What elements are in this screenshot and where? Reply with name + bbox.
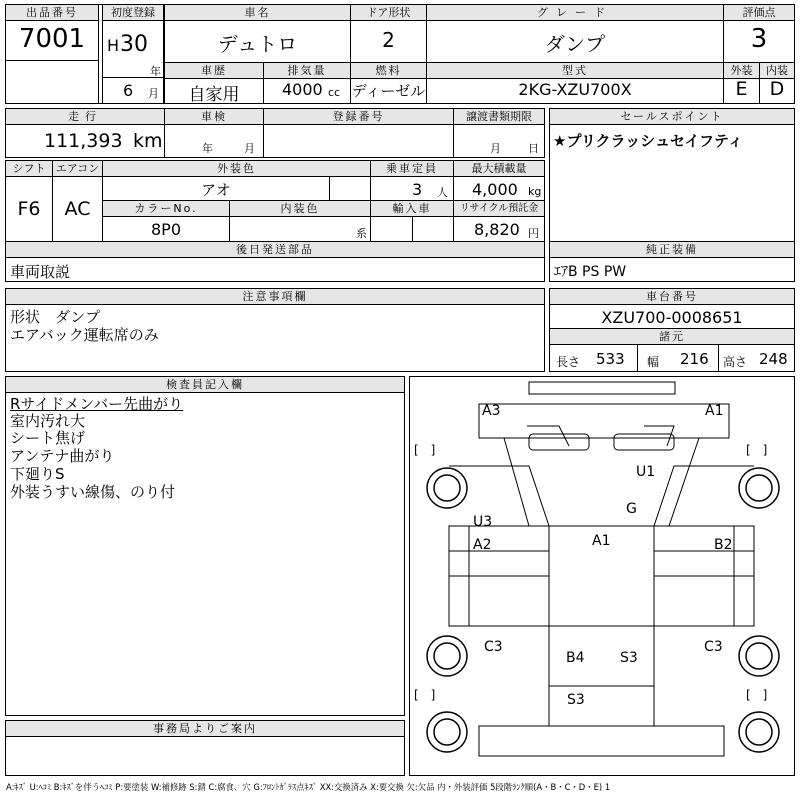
ac-value: AC [64, 198, 91, 220]
notes-label: 注意事項欄 [6, 289, 544, 305]
colorno-value: 8P0 [150, 220, 181, 239]
width-label: 幅 [647, 355, 660, 369]
fuel-label: 燃料 [351, 63, 426, 79]
insp-month-unit: 月 [244, 142, 255, 155]
later-parts-value: 車両取説 [10, 263, 71, 281]
damage-mark-windshield: G [626, 501, 637, 517]
transfer-day-unit: 日 [528, 142, 539, 155]
damage-mark-left-rear: C3 [484, 639, 503, 655]
damage-mark-front-left: A3 [482, 403, 501, 419]
import-label: 輸入車 [371, 201, 453, 217]
inspector-line: 外装うすい線傷、のり付 [10, 483, 176, 501]
model-label: 型式 [427, 63, 723, 79]
legend-text: A:ｷｽﾞ U:ﾍｺﾐ B:ｷｽﾞを伴うﾍｺﾐ P:要塗装 W:補修跡 S:錆 C:腐食、穴 G:ﾌﾛﾝﾄｶﾞﾗｽ点ｷｽﾞ XX:交換済み X:要交換 欠:欠品 内・外装評価 5段階ﾗﾝｸ順(A・B・C・D・E) 1 [6, 782, 611, 792]
bracket-right-bottom: [ ] [746, 688, 768, 702]
bracket-left-bottom: [ ] [414, 688, 436, 702]
lot-number: 7001 [18, 24, 86, 54]
disp-value: 4000 [282, 80, 323, 99]
inspector-line: 下廻りS [10, 465, 65, 483]
door-value: 2 [382, 28, 395, 52]
door-label: ドア形状 [351, 5, 426, 21]
chassis-label: 車台番号 [550, 289, 794, 305]
era-letter: H [107, 36, 120, 55]
shift-value: F6 [17, 198, 41, 220]
inspector-line: 室内汚れ大 [10, 412, 86, 430]
int-value: D [769, 78, 785, 100]
car-name: デュトロ [217, 32, 298, 56]
damage-mark-bed: A1 [592, 533, 611, 549]
height-label: 高さ [723, 355, 748, 369]
load-unit: kg [528, 185, 542, 198]
insp-year-unit: 年 [202, 142, 213, 155]
intcolor-label: 内装色 [230, 201, 370, 217]
grade-label: グレード [427, 5, 723, 21]
height-value: 248 [759, 350, 788, 368]
grade-value: ダンプ [544, 32, 606, 56]
car-name-label: 車名 [165, 5, 350, 21]
damage-mark-roof: U1 [636, 464, 656, 480]
reg-month: 6 [123, 81, 134, 100]
damage-mark-front-right: A1 [705, 403, 724, 419]
width-value: 216 [680, 350, 709, 368]
later-parts-label: 後日発送部品 [6, 242, 544, 258]
notes-line: エアバック運転席のみ [10, 326, 159, 344]
notes-line: 形状 ダンプ [10, 308, 101, 326]
damage-mark-rear-bumper: S3 [567, 692, 585, 708]
recycle-unit: 円 [528, 227, 539, 240]
first-reg-label: 初度登録 [103, 5, 163, 21]
length-value: 533 [596, 350, 625, 368]
inspector-line: アンテナ曲がり [10, 447, 115, 465]
score-label: 評価点 [724, 5, 794, 21]
sales-point-label: セールスポイント [550, 109, 794, 125]
reg-year: 30 [120, 32, 148, 57]
history-label: 車歴 [165, 63, 263, 79]
damage-mark-rear-right: S3 [620, 650, 638, 666]
inspection-label: 車検 [165, 109, 263, 125]
chassis-number: XZU700-0008651 [601, 308, 743, 327]
ac-label: エアコン [53, 161, 102, 177]
transfer-label: 譲渡書類期限 [454, 109, 544, 125]
color-label: 外装色 [103, 161, 370, 177]
bracket-left-top: [ ] [414, 443, 436, 457]
sales-point-value: ★プリクラッシュセイフティ [553, 132, 743, 150]
damage-mark-left-side: A2 [473, 537, 492, 553]
lot-label: 出品番号 [6, 5, 98, 21]
length-label: 長さ [556, 355, 581, 369]
load-value: 4,000 [472, 180, 518, 199]
inspector-label: 検査員記入欄 [6, 377, 404, 393]
model-value: 2KG-XZU700X [518, 80, 632, 99]
transfer-month-unit: 月 [490, 142, 501, 155]
equipment-value: ｴｱB PS PW [554, 264, 627, 280]
month-unit: 月 [148, 87, 159, 100]
recycle-value: 8,820 [474, 220, 520, 239]
load-label: 最大積載量 [454, 161, 544, 177]
int-label: 内装 [760, 63, 794, 79]
disp-label: 排気量 [264, 63, 350, 79]
ext-value: E [735, 78, 748, 100]
color-value: アオ [201, 181, 231, 199]
mileage-unit: km [133, 130, 163, 152]
recycle-label: リサイクル預託金 [454, 201, 544, 217]
damage-mark-right-side: B2 [714, 537, 733, 553]
shift-label: シフト [6, 161, 52, 177]
colorno-label: カラーNo. [103, 201, 229, 217]
damage-mark-rear-left: B4 [566, 650, 585, 666]
inspector-line: Rサイドメンバー先曲がり [10, 395, 184, 413]
capacity-unit: 人 [437, 186, 448, 199]
inspector-line: シート焦げ [10, 429, 86, 447]
capacity-label: 乗車定員 [371, 161, 453, 177]
mileage-value: 111,393 [44, 130, 123, 152]
intcolor-unit: 系 [356, 227, 367, 240]
truck-outline-svg [409, 376, 795, 776]
damage-mark-right-rear: C3 [704, 639, 723, 655]
year-unit: 年 [150, 65, 161, 78]
disp-unit: cc [328, 86, 341, 99]
fuel-value: ディーゼル [351, 82, 426, 100]
score-value: 3 [750, 24, 768, 54]
ext-label: 外装 [724, 63, 759, 79]
regno-label: 登録番号 [264, 109, 453, 125]
bracket-right-top: [ ] [746, 443, 768, 457]
mileage-label: 走行 [6, 109, 164, 125]
history-value: 自家用 [188, 85, 240, 105]
equipment-label: 純正装備 [550, 242, 794, 258]
spec-label: 諸元 [550, 329, 794, 345]
office-label: 事務局よりご案内 [6, 721, 404, 737]
capacity-value: 3 [412, 180, 423, 199]
damage-mark-left-door: U3 [473, 514, 493, 530]
